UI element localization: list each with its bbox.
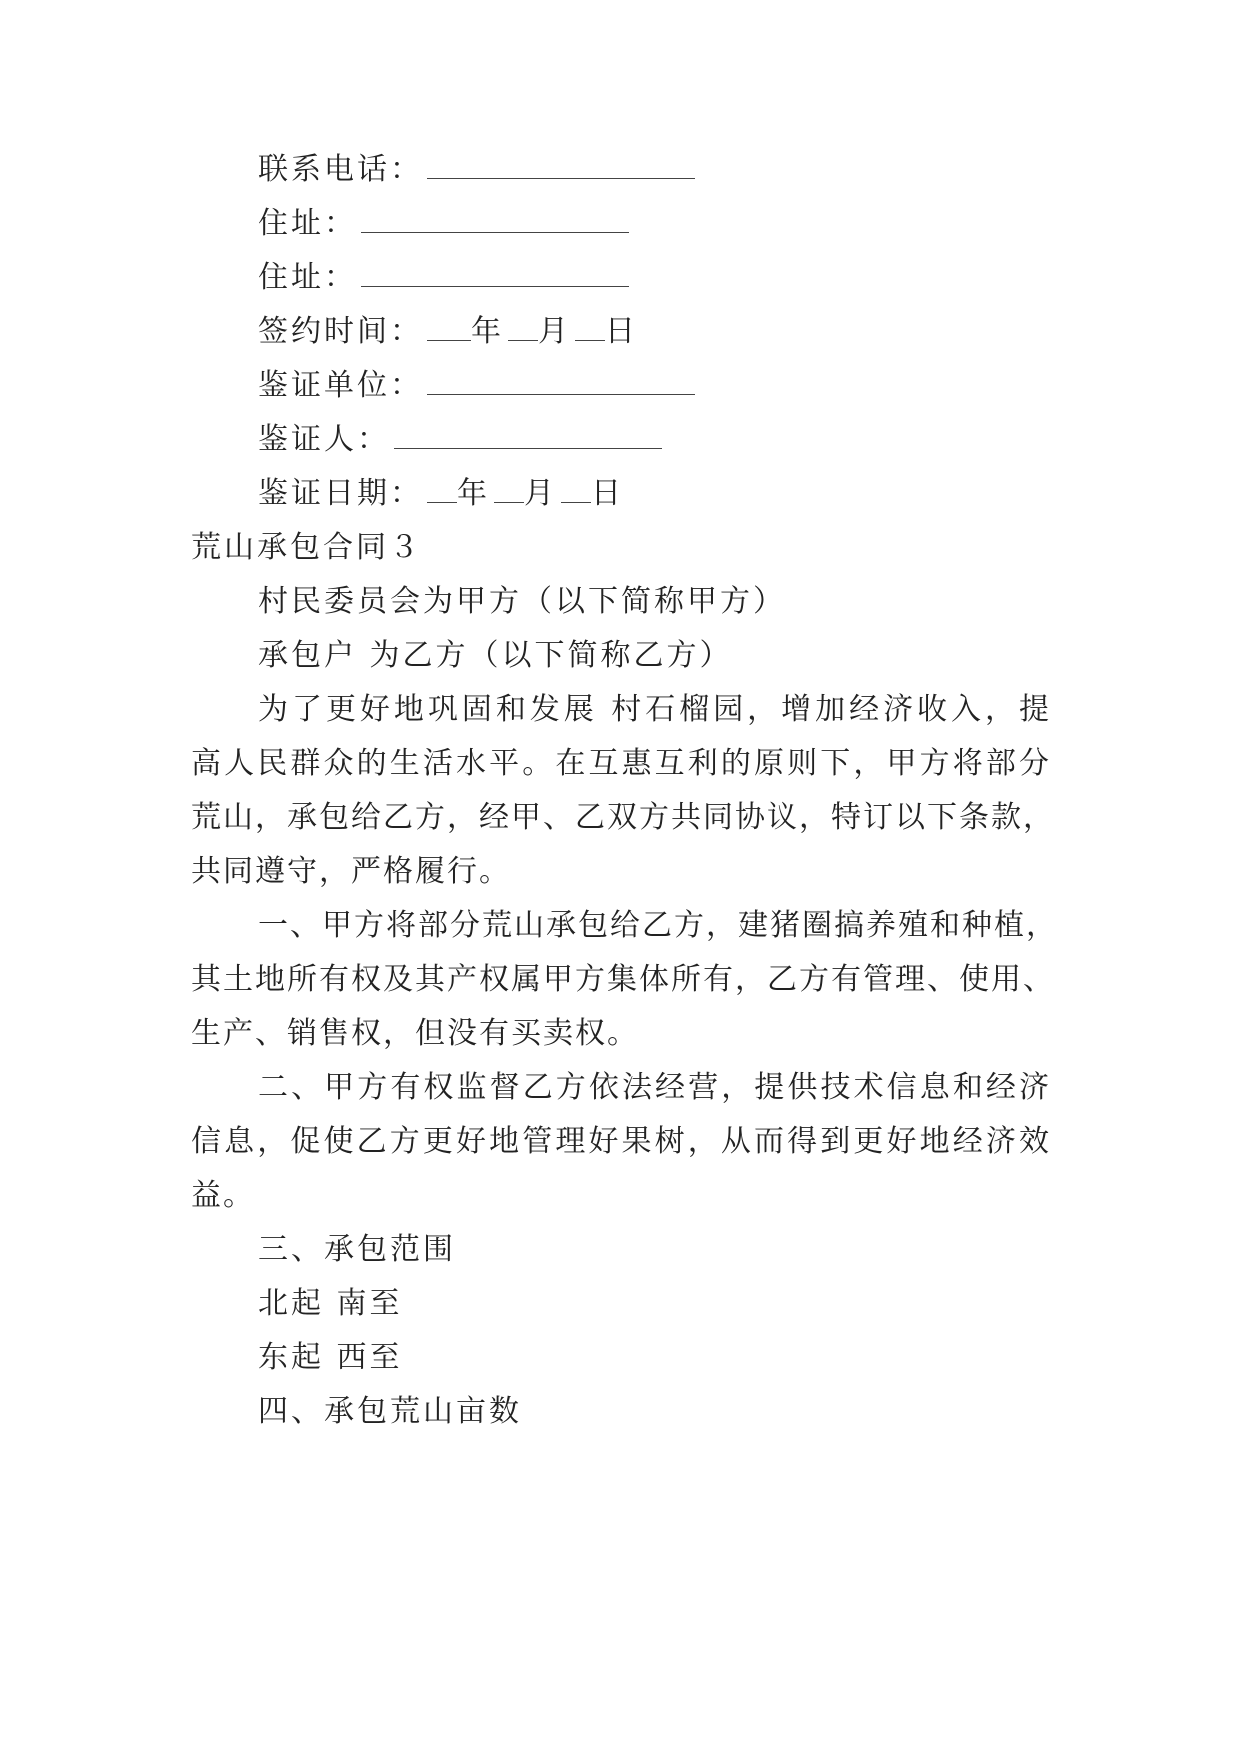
address-field-2: [258, 258, 629, 298]
year-blank: [427, 314, 471, 341]
clause-4-title: 四、承包荒山亩数: [258, 1394, 522, 1429]
preamble-line: 为了更好地巩固和发展 村石榴园，增加经济收入，提: [258, 692, 1051, 727]
party-b-line: 承包户 为乙方（以下简称乙方）: [258, 638, 733, 673]
section-title: 荒山承包合同３: [191, 530, 422, 565]
clause-2-line: 信息，促使乙方更好地管理好果树，从而得到更好地经济效: [191, 1124, 1051, 1159]
clause-1-line: 一、甲方将部分荒山承包给乙方，建猪圈搞养殖和种植，: [258, 908, 1058, 943]
phone-field: [258, 150, 695, 190]
boundary-north-south: 北起 南至: [258, 1286, 403, 1321]
month-unit: 月: [524, 476, 557, 511]
notary-person-blank: [394, 422, 662, 449]
day-unit: 日: [591, 476, 624, 511]
address-blank: [361, 206, 629, 233]
phone-label: 联系电话：: [258, 152, 423, 187]
day-unit: 日: [605, 314, 638, 349]
preamble-line: 荒山，承包给乙方，经甲、乙双方共同协议，特订以下条款，: [191, 800, 1055, 835]
address-blank: [361, 260, 629, 287]
preamble-line: 共同遵守，严格履行。: [191, 854, 511, 889]
year-unit: 年: [471, 314, 504, 349]
notary-date-label: 鉴证日期：: [258, 476, 423, 511]
month-blank: [508, 314, 538, 341]
year-unit: 年: [457, 476, 490, 511]
notary-unit-field: [258, 366, 695, 406]
phone-blank: [427, 152, 695, 179]
clause-2-line: 二、甲方有权监督乙方依法经营，提供技术信息和经济: [258, 1070, 1051, 1105]
address-field-1: [258, 204, 629, 244]
address-label: 住址：: [258, 260, 357, 295]
party-a-line: 村民委员会为甲方（以下简称甲方）: [258, 584, 786, 619]
day-blank: [575, 314, 605, 341]
notary-date-field: [258, 474, 624, 514]
notary-person-field: [258, 420, 662, 460]
clause-3-title: 三、承包范围: [258, 1232, 456, 1267]
sign-date-field: [258, 312, 638, 352]
month-blank: [494, 476, 524, 503]
notary-unit-label: 鉴证单位：: [258, 368, 423, 403]
notary-unit-blank: [427, 368, 695, 395]
notary-person-label: 鉴证人：: [258, 422, 390, 457]
boundary-east-west: 东起 西至: [258, 1340, 403, 1375]
preamble-line: 高人民群众的生活水平。在互惠互利的原则下，甲方将部分: [191, 746, 1051, 781]
day-blank: [561, 476, 591, 503]
sign-date-label: 签约时间：: [258, 314, 423, 349]
clause-2-line: 益。: [191, 1178, 255, 1213]
year-blank: [427, 476, 457, 503]
month-unit: 月: [538, 314, 571, 349]
clause-1-line: 其土地所有权及其产权属甲方集体所有，乙方有管理、使用、: [191, 962, 1055, 997]
clause-1-line: 生产、销售权，但没有买卖权。: [191, 1016, 639, 1051]
address-label: 住址：: [258, 206, 357, 241]
